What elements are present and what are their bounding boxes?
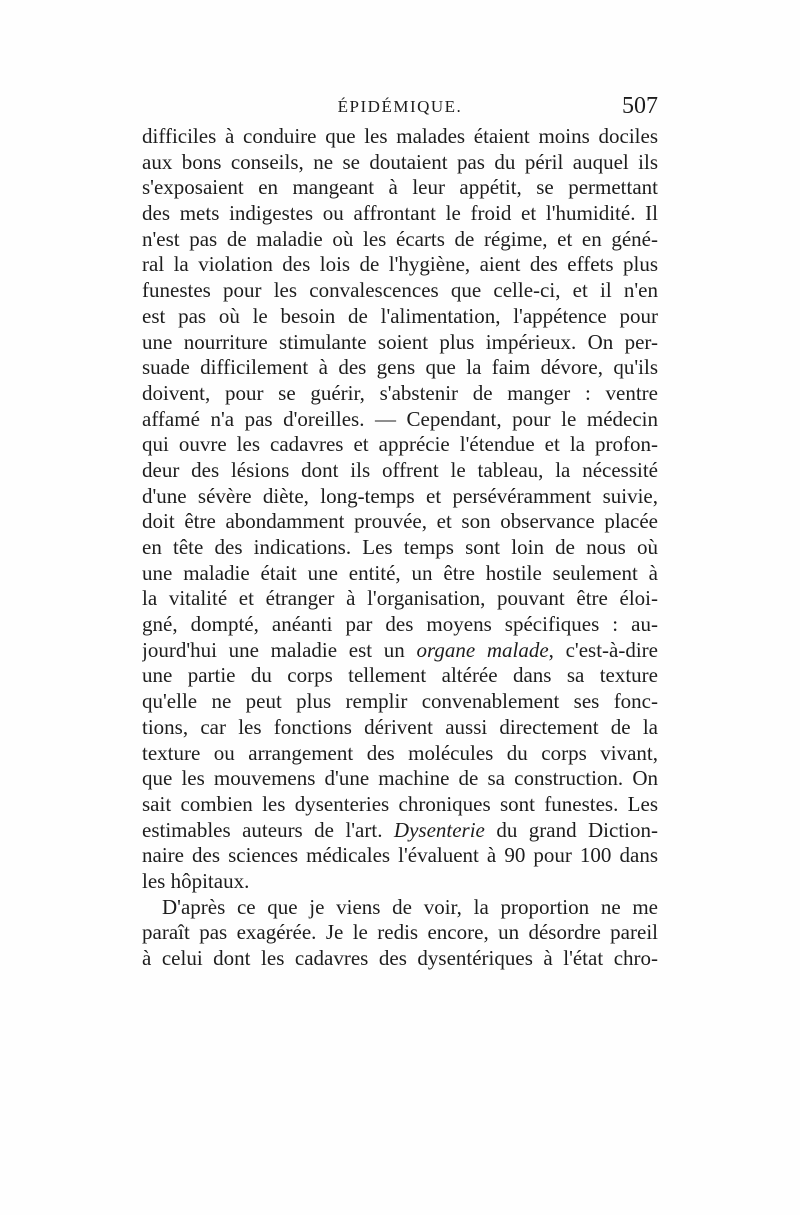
text-line: des mets indigestes ou affrontant le froid et l'humidité. Il xyxy=(142,201,658,226)
text-line: texture ou arrangement des molécules du corps vivant, xyxy=(142,740,658,765)
text-run: estimables auteurs de l'art. xyxy=(142,817,394,842)
text-line: doivent, pour se guérir, s'abstenir de manger : ventre xyxy=(142,380,658,405)
text-line: aux bons conseils, ne se doutaient pas du péril auquel ils xyxy=(142,149,658,174)
running-title: ÉPIDÉMIQUE. xyxy=(337,97,463,116)
body-text xyxy=(142,124,658,972)
text-line: naire des sciences médicales l'évaluent à 90 pour 100 dans xyxy=(142,843,658,868)
text-line: est pas où le besoin de l'alimentation, l'appétence pour xyxy=(142,303,658,328)
text-line: tions, car les fonctions dérivent aussi directement de la xyxy=(142,714,658,739)
italic-term: organe malade xyxy=(416,637,549,662)
text-line: n'est pas de maladie où les écarts de régime, et en géné- xyxy=(142,226,658,251)
text-line: s'exposaient en mangeant à leur appétit, se permettant xyxy=(142,175,658,200)
text-line: qui ouvre les cadavres et apprécie l'étendue et la profon- xyxy=(142,432,658,457)
text-line: suade difficilement à des gens que la faim dévore, qu'ils xyxy=(142,355,658,380)
paragraph-first-line: D'après ce que je viens de voir, la proportion ne me xyxy=(162,894,658,919)
text-line: à celui dont les cadavres des dysentériques à l'état chro- xyxy=(142,946,658,970)
text-line: que les mouvemens d'une machine de sa construction. On xyxy=(142,766,658,791)
text-line: une maladie était une entité, un être hostile seulement à xyxy=(142,560,658,585)
text-line: deur des lésions dont ils offrent le tableau, la nécessité xyxy=(142,457,658,482)
text-run: , c'est-à-dire xyxy=(548,637,658,662)
page-number: 507 xyxy=(622,93,658,119)
text-line xyxy=(142,638,658,664)
text-line: ral la violation des lois de l'hygiène, aient des effets plus xyxy=(142,252,658,277)
text-run: jourd'hui une maladie est un xyxy=(142,637,417,662)
text-line: doit être abondamment prouvée, et son observance placée xyxy=(142,509,658,534)
text-line: d'une sévère diète, long-temps et persévéramment suivie, xyxy=(142,483,658,508)
text-line: en tête des indications. Les temps sont loin de nous où xyxy=(142,535,658,559)
italic-term: Dysenterie xyxy=(393,817,485,842)
text-line: qu'elle ne peut plus remplir convenablement ses fonc- xyxy=(142,689,658,714)
text-line: paraît pas exagérée. Je le redis encore, un désordre pareil xyxy=(142,920,658,945)
text-line: affamé n'a pas d'oreilles. — Cependant, pour le médecin xyxy=(142,406,658,431)
text-line: gné, dompté, anéanti par des moyens spécifiques : au- xyxy=(142,612,658,637)
text-line: les hôpitaux. xyxy=(142,868,250,893)
text-line: une nourriture stimulante soient plus impérieux. On per- xyxy=(142,329,658,354)
running-header xyxy=(142,93,658,123)
text-line: la vitalité et étranger à l'organisation, pouvant être éloi- xyxy=(142,586,658,611)
text-line: funestes pour les convalescences que celle-ci, et il n'en xyxy=(142,278,658,303)
text-line: difficiles à conduire que les malades étaient moins dociles xyxy=(142,124,658,148)
text-line xyxy=(142,818,658,844)
text-run: du grand Diction- xyxy=(484,817,658,842)
text-line: une partie du corps tellement altérée dans sa texture xyxy=(142,663,658,688)
text-line: sait combien les dysenteries chroniques sont funestes. Les xyxy=(142,791,658,816)
